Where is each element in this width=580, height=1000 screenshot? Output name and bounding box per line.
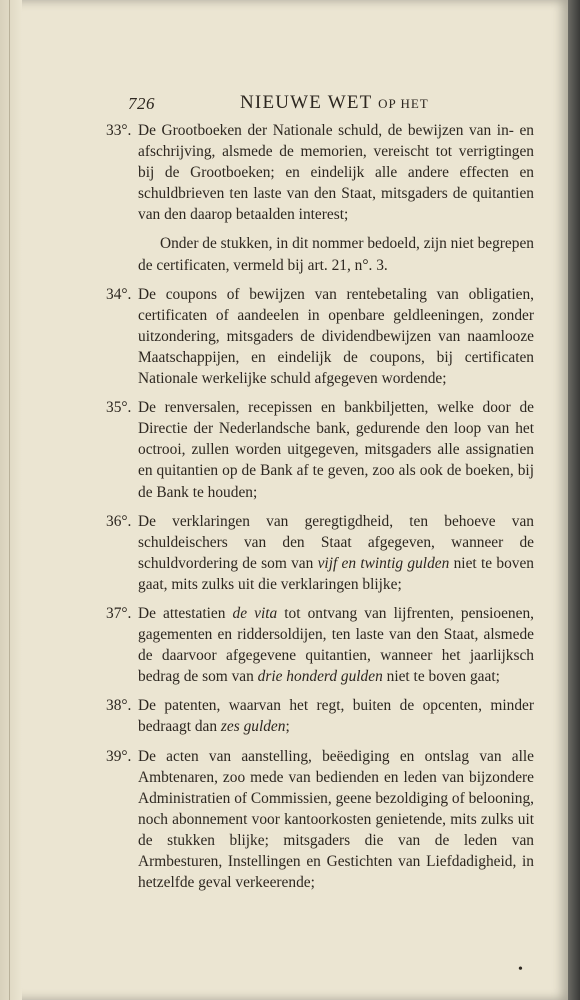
item-note: Onder de stukken, in dit nommer bedoeld, zijn niet begrepen de certificaten, vermeld bij art. 21, n°. 3. — [138, 235, 534, 274]
item-number: 36°. — [106, 512, 132, 530]
item-text: De Grootboeken der Nationale schuld, de bewijzen van in- en afschrijving, alsmede de memorien, vereischt tot verrigtingen bij de Grootboeken; en eindelijk alle andere effecten en schuldbrieven ten laste van den Staat, mitsgaders de quitantien van den daarop betaalden interest; — [138, 122, 534, 224]
article-item-33 — [106, 120, 534, 276]
footer-mark: • — [518, 962, 523, 977]
article-item-37 — [106, 603, 534, 687]
italic-segment: drie honderd gulden — [257, 668, 383, 686]
article-item-36 — [106, 511, 534, 595]
article-item-39 — [106, 746, 534, 894]
item-text: De coupons of bewijzen van rentebetaling van obligatien, certificaten of aandeelen in openbare geldleeningen, zonder uitzondering, mitsgaders de dividendbewijzen van naamlooze Maatschappijen, en eindelijk de coupons, bij certificaten Nationale werkelijke schuld afgegeven wordende; — [138, 285, 534, 388]
article-item-35 — [106, 397, 534, 502]
page-number: 726 — [128, 94, 155, 113]
book-edge-shadow — [568, 0, 580, 1000]
item-text — [138, 511, 534, 595]
page-gutter — [0, 0, 22, 1000]
item-text: De acten van aanstelling, beëediging en ontslag van alle Ambtenaren, zoo mede van bedienden en leden van bijzondere Administratien of Commissien, geene bezoldiging of belooning, noch abonnement voor kantoorkosten genietende, mits zulks uit de stukken blijke; mitsgaders die van de leden van Armbesturen, Instellingen en Gestichten van Liefdadigheid, in hetzelfde geval verkeerende; — [138, 747, 534, 892]
article-item-34 — [106, 284, 534, 389]
item-number: 34°. — [106, 285, 132, 303]
article-item-38 — [106, 695, 534, 737]
item-number: 38°. — [106, 697, 132, 715]
page-content — [106, 90, 534, 901]
text-segment: De verklaringen van geregtigdheid, ten behoeve van schuldeischers van den Staat afgegeven, wanneer de schuldvordering de som van — [138, 512, 534, 572]
item-number: 39°. — [106, 747, 132, 765]
item-text: De renversalen, recepissen en bankbiljetten, welke door de Directie der Nederlandsche bank, gedurende den loop van het octrooi, zullen worden uitgegeven, mitsgaders alle assignatien en quitantien op de Bank af te geven, zoo als ook de boeken, bij de Bank te houden; — [138, 399, 534, 501]
italic-segment: de vita — [232, 604, 278, 622]
item-number: 37°. — [106, 604, 132, 622]
item-text — [138, 695, 534, 737]
running-title — [240, 92, 429, 114]
text-segment: ; — [285, 718, 290, 736]
text-segment: niet te boven gaat, mits zulks uit die verklaringen blijke; — [138, 554, 534, 593]
text-segment: De attestatien — [138, 604, 233, 622]
item-text — [138, 603, 534, 687]
item-number: 35°. — [106, 399, 132, 417]
italic-segment: zes gulden — [220, 718, 286, 736]
text-segment: tot ontvang van lijfrenten, pensioenen, gagementen en riddersoldijen, ten laste van den Staat, alsmede de daarvoor afgegevene quitantien, wanneer het jaarlijksch bedrag de som van — [138, 604, 534, 686]
text-segment: De patenten, waarvan het regt, buiten de opcenten, minder bedraagt dan — [138, 697, 534, 736]
running-title-main: NIEUWE WET — [240, 92, 373, 113]
running-header — [128, 90, 534, 120]
item-number: 33°. — [106, 122, 132, 139]
running-title-small: OP HET — [378, 96, 429, 111]
italic-segment: vijf en twintig gulden — [317, 554, 450, 572]
text-segment: niet te boven gaat; — [382, 668, 500, 686]
gutter-line — [9, 0, 10, 1000]
